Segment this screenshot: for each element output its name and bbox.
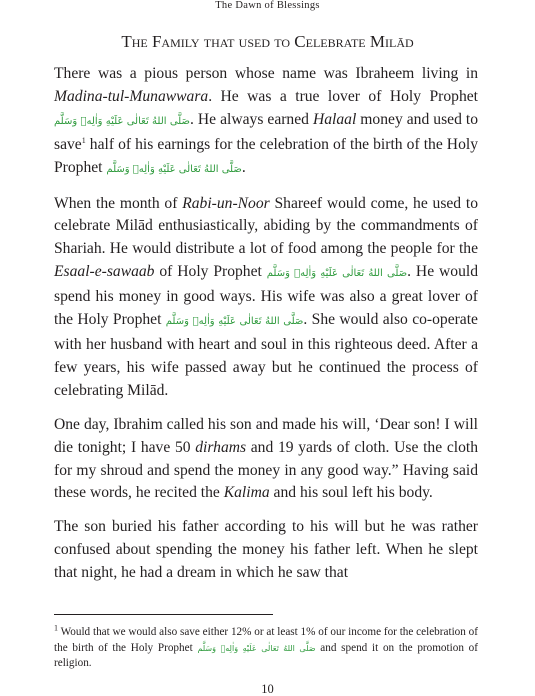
text: Shareef would come, he used to celebrate Milād enthusiastically, abiding by the commandments of Shariah. He would distribute a lot of food among the people for the: [54, 194, 478, 258]
italic-term: Halaal: [312, 110, 357, 128]
paragraph-2: [54, 193, 478, 403]
paragraph-3: [54, 414, 478, 506]
text: .: [241, 158, 246, 176]
text: of Holy Prophet: [154, 263, 267, 281]
page-number: 10: [261, 682, 274, 696]
text: and his soul left his body.: [269, 484, 433, 502]
footnote-text: and spend it on the promotion of religion.: [54, 641, 478, 670]
salutation-glyph: صَلَّى اللهُ تَعَالٰی عَلَيْهِ وَاٰلِهٖ وَسَلَّم: [266, 268, 408, 280]
footnote-text: Would that we would also save either 12% or at least 1% of our income for the celebration of the birth of the Holy Prophet: [54, 626, 478, 654]
running-head: The Dawn of Blessings: [215, 0, 320, 11]
text: half of his earnings for the celebration of the birth of the Holy Prophet: [54, 135, 478, 176]
salutation-glyph: صَلَّى اللهُ تَعَالٰی عَلَيْهِ وَاٰلِهٖ وَسَلَّم: [106, 163, 242, 175]
text: . He would spend his money in good ways. His wife was also a great lover of the Holy Prophet: [54, 263, 478, 329]
salutation-glyph: صَلَّى اللهُ تَعَالٰی عَلَيْهِ وَاٰلِهٖ وَسَلَّم: [165, 316, 304, 328]
text: . She would also co-operate with her husband with heart and soul in this righteous deed. After a few years, his wife passed away but he continued the process of celebrating Milād.: [54, 311, 478, 399]
text: There was a pious person whose name was Ibraheem living in: [54, 65, 478, 82]
text: and 19 yards of cloth. Use the cloth for my shroud and spend the money in any good way.” Having said these words, he recited the: [54, 438, 478, 502]
paragraph-1: [54, 63, 478, 182]
italic-term: dirhams: [195, 438, 247, 456]
italic-term: Rabi-un-Noor: [182, 194, 270, 212]
paragraph-4: [54, 516, 478, 585]
text: When the month of: [54, 194, 183, 212]
italic-term: Kalima: [223, 484, 270, 502]
italic-term: Esaal-e-sawaab: [54, 263, 155, 281]
italic-term: Madina-tul-Munawwara: [54, 87, 209, 105]
text: money and used to save: [54, 110, 479, 153]
footnote-marker: 1: [81, 135, 86, 145]
footnote: [54, 625, 478, 672]
body-text: [54, 63, 478, 596]
page-title: The Family that used to Celebrate Milād: [121, 32, 414, 51]
text: The son buried his father according to his will but he was rather confused about spending the money his father left. When he slept that night, he had a dream in which he saw that: [54, 518, 478, 582]
text: . He always earned: [189, 110, 313, 128]
footnote-number: 1: [54, 623, 58, 633]
text: . He was a true lover of Holy Prophet: [208, 87, 478, 105]
salutation-glyph: صَلَّى اللهُ تَعَالٰی عَلَيْهِ وَاٰلِهٖ وَسَلَّم: [197, 643, 316, 653]
footnote-divider: [54, 614, 273, 615]
text: One day, Ibrahim called his son and made his will, ‘Dear son! I will die tonight; I have 50: [54, 415, 478, 456]
salutation-glyph: صَلَّى اللهُ تَعَالٰی عَلَيْهِ وَاٰلِهٖ وَسَلَّم: [54, 115, 190, 127]
